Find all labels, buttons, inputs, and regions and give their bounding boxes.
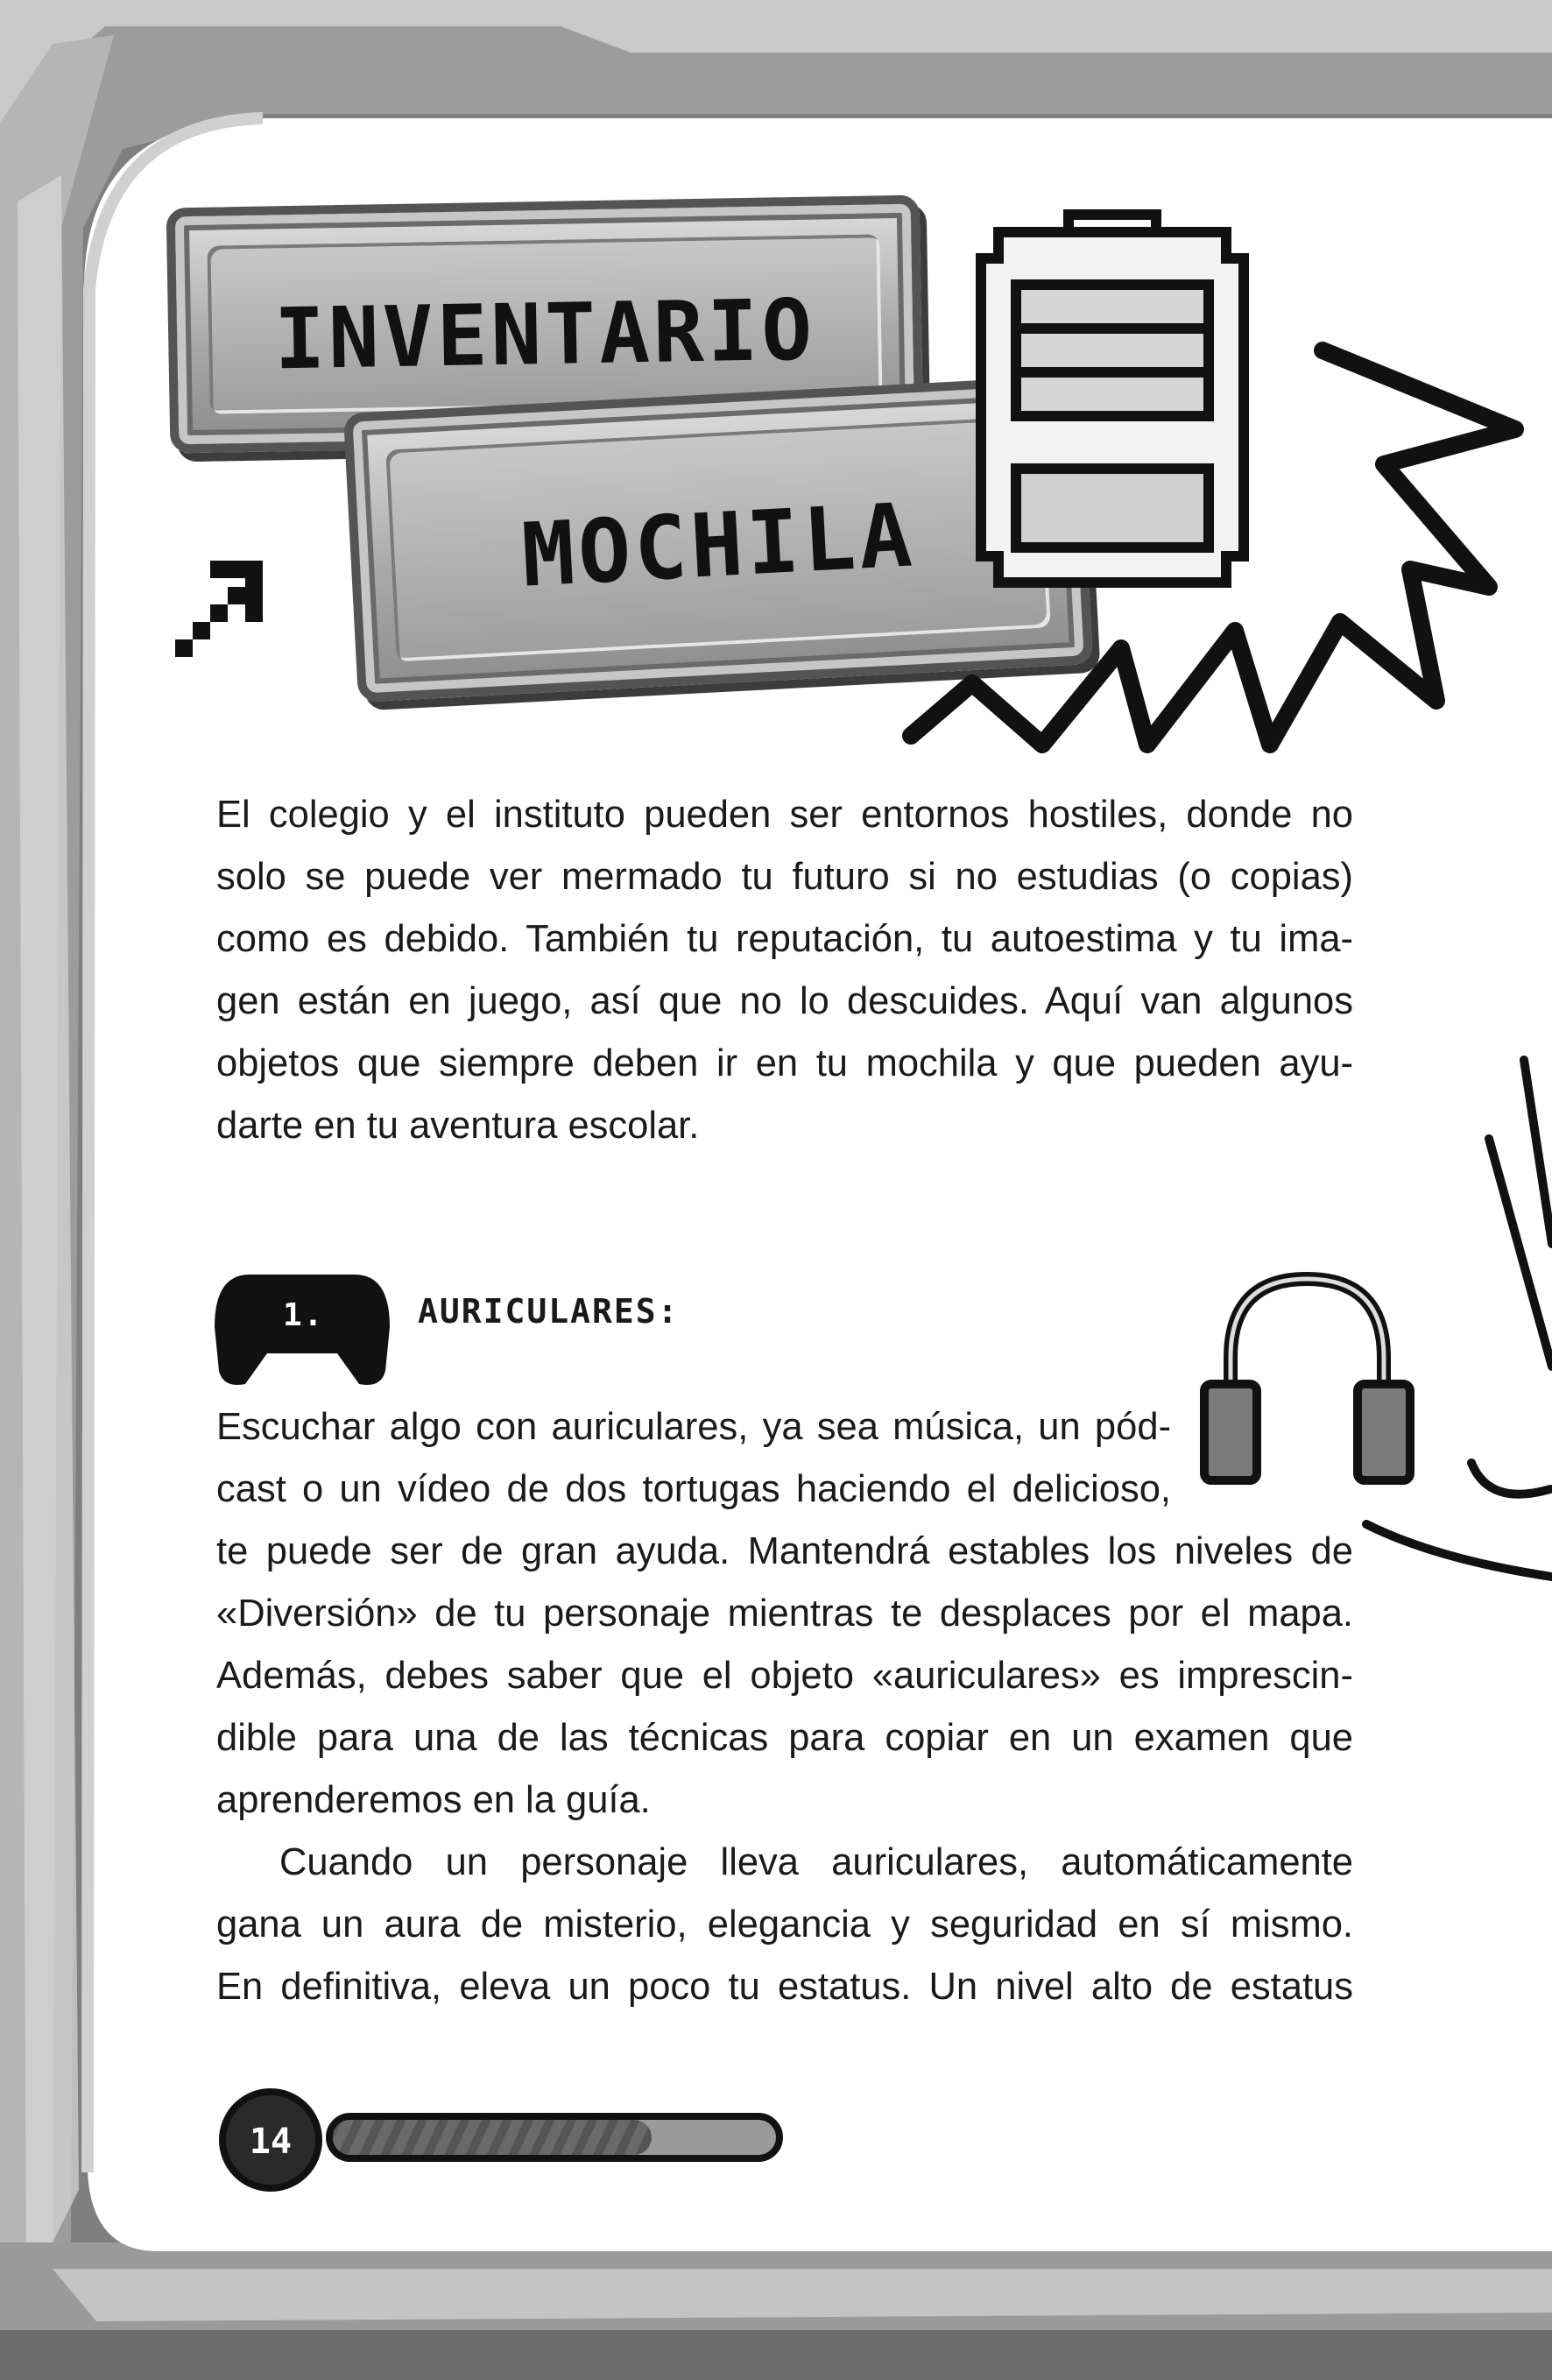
auriculares-paragraph-narrow — [216, 1396, 1171, 1521]
body-line: dible para una de las técnicas para copiar en un examen que — [216, 1717, 1353, 1759]
intro-line: El colegio y el instituto pueden ser entornos hostiles, donde no — [216, 794, 1353, 836]
page-subtitle: MOCHILA — [519, 484, 918, 607]
scribble-burst-icon — [885, 333, 1533, 771]
body-line: gana un aura de misterio, elegancia y seguridad en sí mismo. — [216, 1903, 1353, 1946]
page-title: INVENTARIO — [273, 280, 817, 389]
progress-bar — [326, 2113, 783, 2162]
section-number: 1. — [283, 1297, 325, 1333]
page-number-badge — [219, 2088, 322, 2192]
second-paragraph — [216, 1832, 1353, 2018]
section-heading: AURICULARES: — [418, 1292, 680, 1331]
body-line: Cuando un personaje lleva auriculares, automáticamente — [279, 1841, 1353, 1883]
body-line: Además, debes saber que el objeto «auriculares» es imprescin- — [216, 1655, 1353, 1697]
intro-line: darte en tu aventura escolar. — [216, 1105, 700, 1147]
intro-line: solo se puede ver mermado tu futuro si no estudias (o copias) — [216, 856, 1353, 898]
intro-line: como es debido. También tu reputación, tu autoestima y tu ima- — [216, 918, 1353, 960]
intro-paragraph — [216, 784, 1353, 1157]
body-line: Escuchar algo con auriculares, ya sea música, un pód- — [216, 1406, 1171, 1448]
page-number: 14 — [249, 2122, 293, 2162]
body-line: cast o un vídeo de dos tortugas haciendo el delicioso, — [216, 1468, 1171, 1510]
progress-bar-fill — [333, 2120, 652, 2155]
body-line: En definitiva, eleva un poco tu estatus. Un nivel alto de estatus — [216, 1966, 1353, 2008]
section-number-badge — [215, 1266, 390, 1388]
body-line: «Diversión» de tu personaje mientras te desplaces por el mapa. — [216, 1593, 1353, 1635]
body-line: te puede ser de gran ayuda. Mantendrá estables los niveles de — [216, 1530, 1353, 1572]
intro-line: gen están en juego, así que no lo descuides. Aquí van algunos — [216, 980, 1353, 1022]
auriculares-paragraph — [216, 1521, 1353, 1832]
title-plaque-inner — [207, 234, 882, 413]
intro-line: objetos que siempre deben ir en tu mochila y que pueden ayu- — [216, 1042, 1353, 1084]
swirl-scribble-icon — [1349, 1034, 1552, 1612]
body-line: aprenderemos en la guía. — [216, 1779, 651, 1821]
arrow-icon — [175, 561, 272, 666]
